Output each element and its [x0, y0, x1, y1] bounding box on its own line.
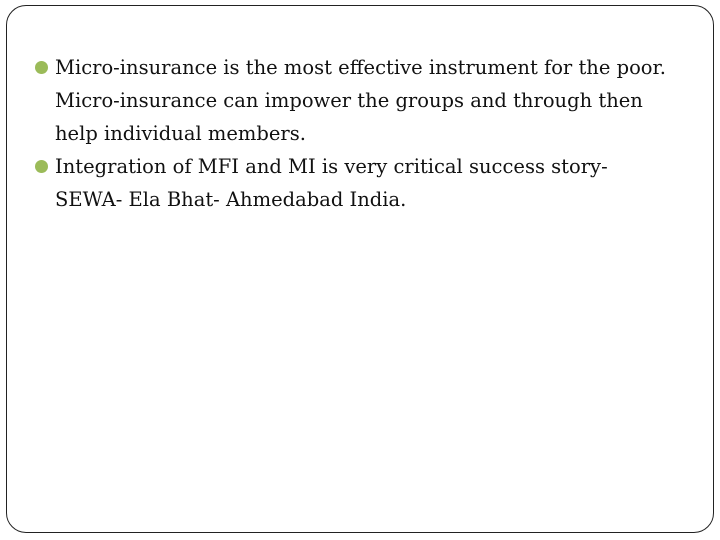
bullet-list — [27, 51, 667, 216]
bullet-dot-icon — [35, 61, 48, 74]
bullet-text: Integration of MFI and MI is very critical success story- SEWA- Ela Bhat- Ahmedabad India. — [55, 155, 608, 211]
slide-frame — [6, 5, 714, 533]
bullet-text: Micro-insurance is the most effective instrument for the poor. Micro-insurance can impower the groups and through then help individual members. — [55, 56, 666, 145]
bullet-item — [27, 150, 667, 216]
bullet-dot-icon — [35, 160, 48, 173]
bullet-item — [27, 51, 667, 150]
